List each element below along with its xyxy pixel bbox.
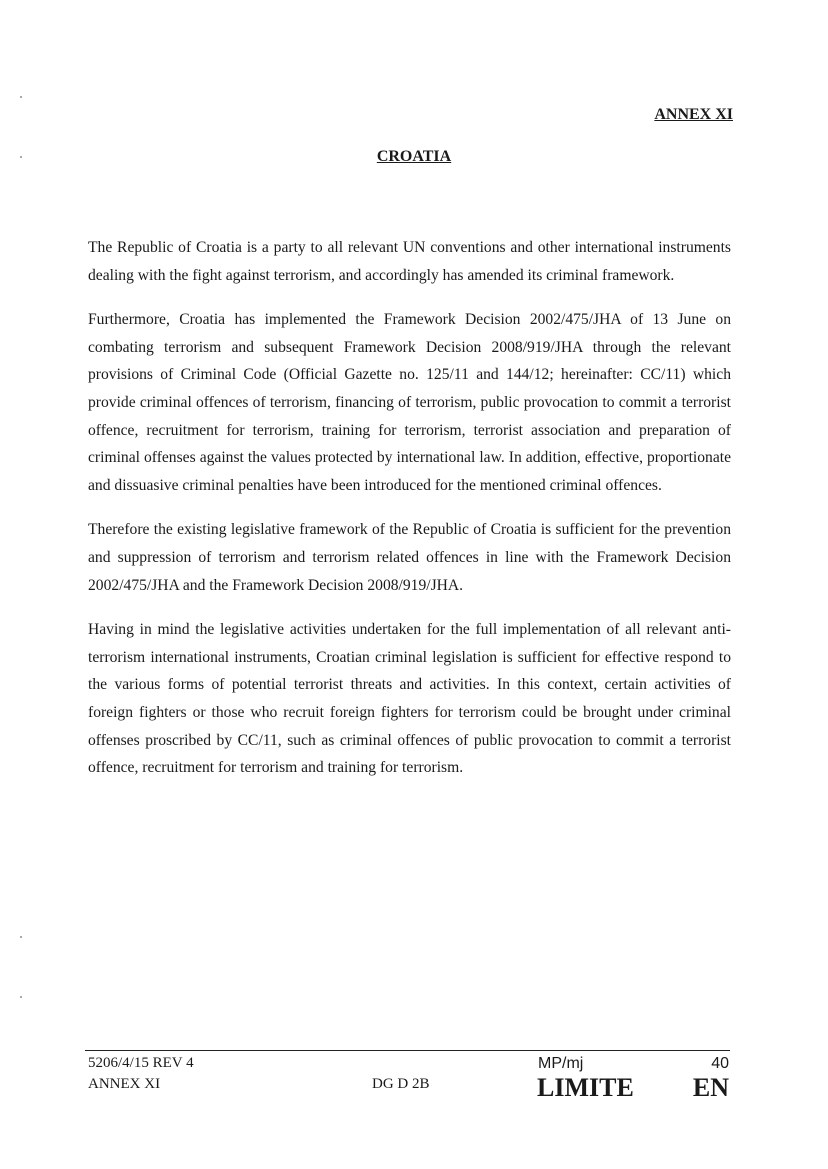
scan-speck — [20, 936, 22, 938]
body-text — [88, 234, 731, 799]
paragraph-1: The Republic of Croatia is a party to all relevant UN conventions and other international instruments dealing with the fight against terrorism, and accordingly has amended its criminal framework. — [88, 239, 731, 284]
footer-language: EN — [692, 1073, 729, 1102]
scan-speck — [20, 996, 22, 998]
scan-speck — [20, 96, 22, 98]
paragraph-3: Therefore the existing legislative framework of the Republic of Croatia is sufficient for the prevention and suppression of terrorism and terrorism related offences in line with the Framework Decision 2002/475/JHA and the Framework Decision 2008/919/JHA. — [88, 521, 731, 594]
annex-label: ANNEX XI — [654, 106, 733, 123]
scan-speck — [20, 156, 22, 158]
footer-dg: DG D 2B — [372, 1076, 430, 1092]
paragraph-4: Having in mind the legislative activities undertaken for the full implementation of all relevant anti-terrorism international instruments, Croatian criminal legislation is sufficient for effective respond to the various forms of potential terrorist threats and activities. In this context, certain activities of foreign fighters or those who recruit foreign fighters for terrorism could be brought under criminal offenses proscribed by CC/11, such as criminal offences of public provocation to commit a terrorist offence, recruitment for terrorism and training for terrorism. — [88, 621, 731, 777]
footer-page-number: 40 — [711, 1055, 729, 1072]
page-title: CROATIA — [376, 148, 452, 165]
paragraph-2: Furthermore, Croatia has implemented the Framework Decision 2002/475/JHA of 13 June on combating terrorism and subsequent Framework Decision 2008/919/JHA through the relevant provisions of Criminal Code (Official Gazette no. 125/11 and 144/12; hereinafter: CC/11) which provide criminal offences of terrorism, financing of terrorism, public provocation to commit a terrorist offence, recruitment for terrorism, training for terrorism, terrorist association and preparation of criminal offenses against the values protected by international law. In addition, effective, proportionate and dissuasive criminal penalties have been introduced for the mentioned criminal offences. — [88, 311, 731, 494]
footer-initials: MP/mj — [538, 1055, 584, 1072]
footer-divider — [85, 1050, 730, 1051]
footer-classification: LIMITE — [537, 1073, 634, 1102]
footer-annex: ANNEX XI — [88, 1076, 161, 1092]
footer-doc-ref: 5206/4/15 REV 4 — [88, 1055, 194, 1071]
